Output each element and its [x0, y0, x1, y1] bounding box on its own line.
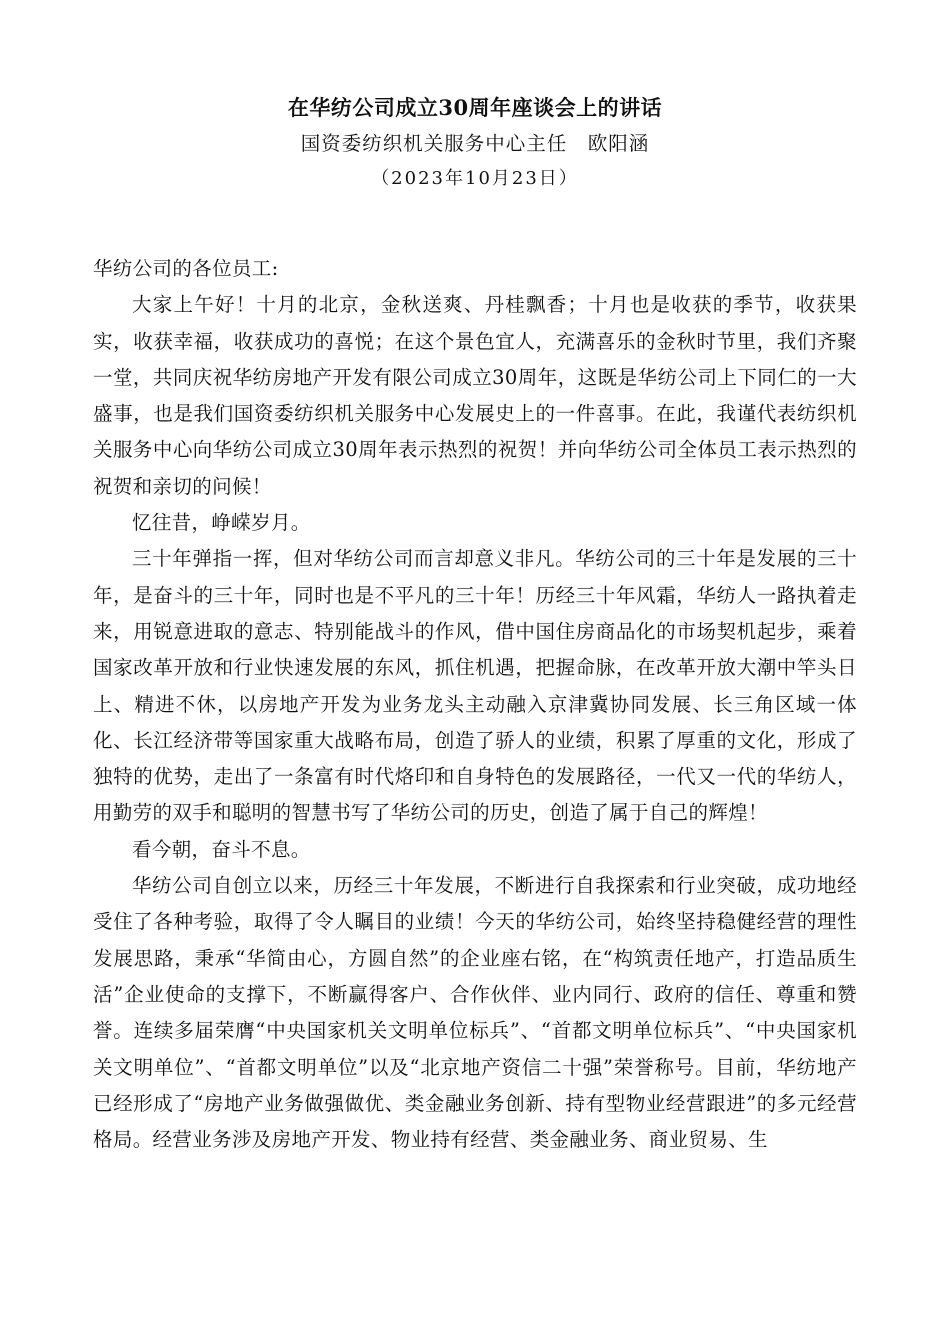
document-title: 在华纺公司成立30周年座谈会上的讲话: [287, 95, 663, 120]
author-line: 国资委纺织机关服务中心主任 欧阳涵: [300, 132, 650, 155]
speech-date: （2023年10月23日）: [371, 168, 579, 189]
paragraph: 大家上午好！十月的北京，金秋送爽、丹桂飘香；十月也是收获的季节，收获果实，收获幸福，收获成功的喜悦；在这个景色宜人，充满喜乐的金秋时节里，我们齐聚一堂，共同庆祝华纺房地产开发有限公司成立30周年，这既是华纺公司上下同仁的一大盛事，也是我们国资委纺织机关服务中心发展史上的一件喜事。在此，我谨代表纺织机关服务中心向华纺公司成立30周年表示热烈的祝贺！并向华纺公司全体员工表示热烈的祝贺和亲切的问候！: [93, 293, 857, 498]
paragraph: 三十年弹指一挥，但对华纺公司而言却意义非凡。华纺公司的三十年是发展的三十年，是奋斗的三十年，同时也是不平凡的三十年！历经三十年风霜，华纺人一路执着走来，用锐意进取的意志、特别能战斗的作风，借中国住房商品化的市场契机起步，乘着国家改革开放和行业快速发展的东风，抓住机遇，把握命脉，在改革开放大潮中竿头日上、精进不休，以房地产开发为业务龙头主动融入京津冀协同发展、长三角区域一体化、长江经济带等国家重大战略布局，创造了骄人的业绩，积累了厚重的文化，形成了独特的优势，走出了一条富有时代烙印和自身特色的发展路径，一代又一代的华纺人，用勤劳的双手和聪明的智慧书写了华纺公司的历史，创造了属于自己的辉煌！: [93, 547, 857, 825]
paragraph: 华纺公司自创立以来，历经三十年发展，不断进行自我探索和行业突破，成功地经受住了各种考验，取得了令人瞩目的业绩！今天的华纺公司，始终坚持稳健经营的理性发展思路，秉承“华简由心，方圆自然”的企业座右铭，在“构筑责任地产，打造品质生活”企业使命的支撑下，不断赢得客户、合作伙伴、业内同行、政府的信任、尊重和赞誉。连续多届荣膺“中央国家机关文明单位标兵”、“首都文明单位标兵”、“中央国家机关文明单位”、“首都文明单位”以及“北京地产资信二十强”荣誉称号。目前，华纺地产已经形成了“房地产业务做强做优、类金融业务创新、持有型物业经营跟进”的多元经营格局。经营业务涉及房地产开发、物业持有经营、类金融业务、商业贸易、生: [93, 874, 857, 1152]
section-heading: 看今朝，奋斗不息。: [132, 837, 311, 861]
salutation: 华纺公司的各位员工:: [93, 257, 279, 280]
speech-body: [93, 251, 857, 1158]
section-heading: 忆往昔，峥嵘岁月。: [132, 511, 311, 535]
